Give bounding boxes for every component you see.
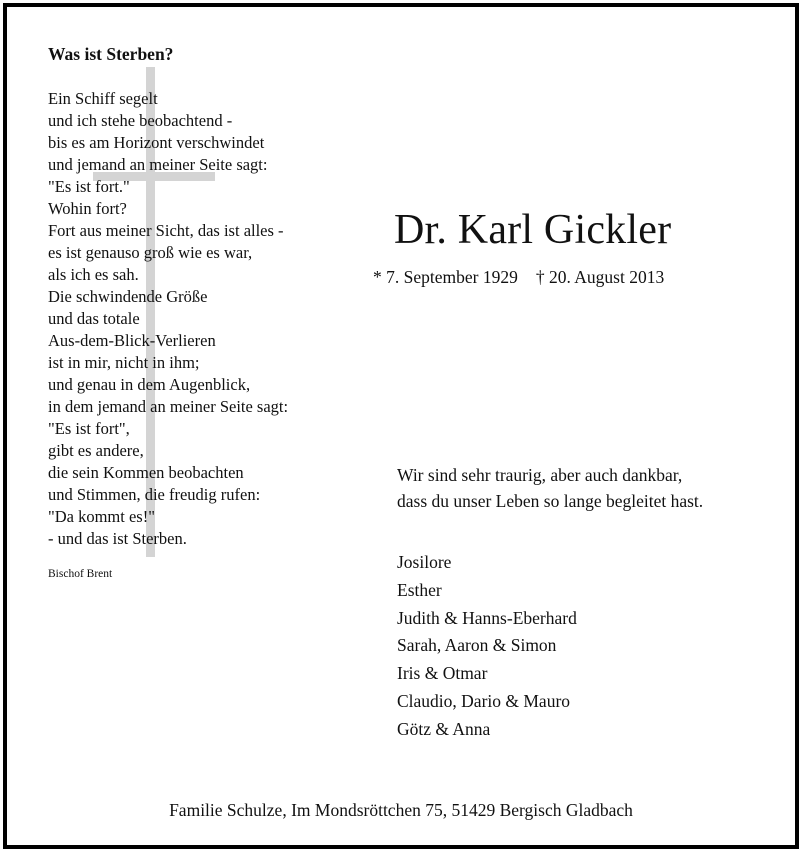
poem-title: Was ist Sterben?: [48, 44, 174, 64]
poem-line: Ein Schiff segelt: [48, 89, 158, 108]
poem-line: Die schwindende Größe: [48, 287, 208, 306]
poem-line: Fort aus meiner Sicht, das ist alles -: [48, 221, 284, 240]
poem-text: [48, 88, 288, 550]
poem-line: - und das ist Sterben.: [48, 529, 187, 548]
poem-line: "Es ist fort",: [48, 419, 130, 438]
mourners-list: [397, 549, 577, 744]
deceased-name: Dr. Karl Gickler: [394, 207, 672, 253]
obituary-notice: [3, 3, 799, 849]
mourner-name: Josilore: [397, 552, 452, 572]
birth-date: * 7. September 1929: [373, 267, 518, 287]
poem-line: und Stimmen, die freudig rufen:: [48, 485, 261, 504]
poem-line: es ist genauso groß wie es war,: [48, 243, 253, 262]
poem-line: und das totale: [48, 309, 140, 328]
death-date: † 20. August 2013: [535, 267, 665, 287]
poem-line: Wohin fort?: [48, 199, 127, 218]
life-dates: [373, 267, 664, 288]
poem-line: die sein Kommen beobachten: [48, 463, 244, 482]
mourning-message: [397, 462, 703, 514]
poem-line: und ich stehe beobachtend -: [48, 111, 233, 130]
mourner-name: Judith & Hanns-Eberhard: [397, 607, 577, 628]
poem-line: und jemand an meiner Seite sagt:: [48, 155, 268, 174]
mourner-name: Götz & Anna: [397, 718, 491, 739]
poem-line: gibt es andere,: [48, 441, 144, 460]
mourner-name: Sarah, Aaron & Simon: [397, 635, 557, 656]
mourner-name: Claudio, Dario & Mauro: [397, 690, 571, 711]
poem-line: Aus-dem-Blick-Verlieren: [48, 331, 216, 350]
poem-line: bis es am Horizont verschwindet: [48, 133, 265, 152]
poem-author: Bischof Brent: [48, 568, 113, 580]
poem-line: und genau in dem Augenblick,: [48, 375, 251, 394]
mourner-name: Esther: [397, 579, 442, 600]
family-address: Familie Schulze, Im Mondsröttchen 75, 51429 Bergisch Gladbach: [169, 800, 633, 820]
poem-line: als ich es sah.: [48, 265, 139, 284]
message-line: Wir sind sehr traurig, aber auch dankbar,: [397, 465, 683, 485]
mourner-name: Iris & Otmar: [397, 663, 488, 684]
poem-line: ist in mir, nicht in ihm;: [48, 353, 200, 372]
poem-line: "Da kommt es!": [48, 507, 155, 526]
poem-line: "Es ist fort.": [48, 177, 130, 196]
poem-line: in dem jemand an meiner Seite sagt:: [48, 397, 289, 416]
message-line: dass du unser Leben so lange begleitet hast.: [397, 491, 704, 511]
